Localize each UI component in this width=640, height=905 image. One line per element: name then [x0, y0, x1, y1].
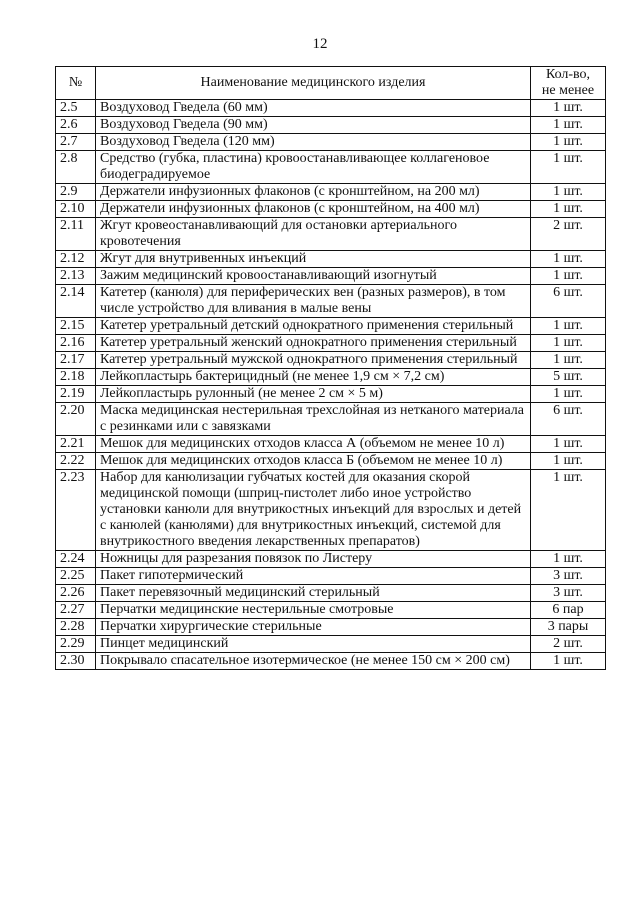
item-number: 2.21	[56, 436, 96, 453]
item-name: Мешок для медицинских отходов класса А (объемом не менее 10 л)	[96, 436, 531, 453]
table-header-row	[56, 67, 606, 100]
table-row	[56, 653, 606, 670]
table-row	[56, 403, 606, 436]
item-number: 2.28	[56, 619, 96, 636]
item-quantity: 3 пары	[531, 619, 606, 636]
item-name: Жгут кровеостанавливающий для остановки артериального кровотечения	[96, 218, 531, 251]
table-row	[56, 218, 606, 251]
table-row	[56, 470, 606, 551]
item-name: Катетер уретральный женский однократного применения стерильный	[96, 335, 531, 352]
table-row	[56, 585, 606, 602]
item-number: 2.11	[56, 218, 96, 251]
item-quantity: 1 шт.	[531, 386, 606, 403]
header-name: Наименование медицинского изделия	[96, 67, 531, 100]
item-name: Набор для канюлизации губчатых костей для оказания скорой медицинской помощи (шприц-пистолет либо иное устройство установки канюли для внутрикостных инъекций для взрослых и детей с канюлей (канюлями) для внутрикостных инъекций, системой для внутрикостного введения лекарственных препаратов)	[96, 470, 531, 551]
item-number: 2.24	[56, 551, 96, 568]
table-row	[56, 551, 606, 568]
item-name: Катетер (канюля) для периферических вен (разных размеров), в том числе устройство для вливания в малые вены	[96, 285, 531, 318]
item-name: Пакет гипотермический	[96, 568, 531, 585]
item-quantity: 6 пар	[531, 602, 606, 619]
item-quantity: 3 шт.	[531, 585, 606, 602]
item-quantity: 1 шт.	[531, 117, 606, 134]
header-num: №	[56, 67, 96, 100]
item-quantity: 1 шт.	[531, 318, 606, 335]
table-row	[56, 117, 606, 134]
table-row	[56, 619, 606, 636]
item-number: 2.12	[56, 251, 96, 268]
item-number: 2.13	[56, 268, 96, 285]
item-name: Катетер уретральный детский однократного применения стерильный	[96, 318, 531, 335]
item-quantity: 1 шт.	[531, 335, 606, 352]
item-name: Зажим медицинский кровоостанавливающий изогнутый	[96, 268, 531, 285]
table-row	[56, 602, 606, 619]
item-quantity: 1 шт.	[531, 551, 606, 568]
item-quantity: 1 шт.	[531, 151, 606, 184]
item-name: Покрывало спасательное изотермическое (не менее 150 см × 200 см)	[96, 653, 531, 670]
item-number: 2.7	[56, 134, 96, 151]
item-name: Воздуховод Гведела (90 мм)	[96, 117, 531, 134]
medical-items-table	[55, 66, 606, 670]
item-name: Лейкопластырь бактерицидный (не менее 1,9 см × 7,2 см)	[96, 369, 531, 386]
header-qty-line1: Кол-во,	[545, 67, 591, 82]
header-qty	[531, 67, 606, 100]
item-quantity: 1 шт.	[531, 453, 606, 470]
item-name: Воздуховод Гведела (60 мм)	[96, 100, 531, 117]
item-number: 2.9	[56, 184, 96, 201]
item-number: 2.23	[56, 470, 96, 551]
item-name: Перчатки хирургические стерильные	[96, 619, 531, 636]
item-number: 2.29	[56, 636, 96, 653]
item-name: Пакет перевязочный медицинский стерильный	[96, 585, 531, 602]
table-row	[56, 251, 606, 268]
item-number: 2.14	[56, 285, 96, 318]
table-row	[56, 335, 606, 352]
item-quantity: 1 шт.	[531, 100, 606, 117]
item-quantity: 1 шт.	[531, 352, 606, 369]
item-name: Катетер уретральный мужской однократного применения стерильный	[96, 352, 531, 369]
item-quantity: 1 шт.	[531, 436, 606, 453]
item-name: Ножницы для разрезания повязок по Листеру	[96, 551, 531, 568]
table-row	[56, 100, 606, 117]
item-number: 2.6	[56, 117, 96, 134]
item-number: 2.10	[56, 201, 96, 218]
item-number: 2.30	[56, 653, 96, 670]
item-name: Средство (губка, пластина) кровоостанавливающее коллагеновое биодеградируемое	[96, 151, 531, 184]
item-name: Мешок для медицинских отходов класса Б (объемом не менее 10 л)	[96, 453, 531, 470]
item-number: 2.19	[56, 386, 96, 403]
item-number: 2.20	[56, 403, 96, 436]
page-number: 12	[312, 36, 328, 52]
item-quantity: 5 шт.	[531, 369, 606, 386]
item-name: Маска медицинская нестерильная трехслойная из нетканого материала с резинками или с завязками	[96, 403, 531, 436]
item-name: Воздуховод Гведела (120 мм)	[96, 134, 531, 151]
table-row	[56, 369, 606, 386]
table-row	[56, 134, 606, 151]
item-quantity: 2 шт.	[531, 636, 606, 653]
item-name: Держатели инфузионных флаконов (с кронштейном, на 200 мл)	[96, 184, 531, 201]
item-quantity: 1 шт.	[531, 470, 606, 551]
item-name: Пинцет медицинский	[96, 636, 531, 653]
item-number: 2.22	[56, 453, 96, 470]
item-quantity: 6 шт.	[531, 403, 606, 436]
table-row	[56, 453, 606, 470]
table-row	[56, 318, 606, 335]
item-quantity: 1 шт.	[531, 653, 606, 670]
table-row	[56, 568, 606, 585]
item-quantity: 6 шт.	[531, 285, 606, 318]
item-number: 2.5	[56, 100, 96, 117]
item-name: Перчатки медицинские нестерильные смотровые	[96, 602, 531, 619]
table-row	[56, 201, 606, 218]
item-quantity: 1 шт.	[531, 134, 606, 151]
item-number: 2.26	[56, 585, 96, 602]
table-row	[56, 386, 606, 403]
table-row	[56, 352, 606, 369]
item-name: Лейкопластырь рулонный (не менее 2 см × 5 м)	[96, 386, 531, 403]
item-number: 2.8	[56, 151, 96, 184]
item-number: 2.16	[56, 335, 96, 352]
table-row	[56, 268, 606, 285]
item-quantity: 1 шт.	[531, 268, 606, 285]
item-number: 2.15	[56, 318, 96, 335]
item-quantity: 1 шт.	[531, 201, 606, 218]
table-row	[56, 151, 606, 184]
item-name: Держатели инфузионных флаконов (с кронштейном, на 400 мл)	[96, 201, 531, 218]
header-qty-line2: не менее	[541, 83, 595, 98]
item-number: 2.27	[56, 602, 96, 619]
table-row	[56, 184, 606, 201]
item-quantity: 1 шт.	[531, 251, 606, 268]
item-quantity: 3 шт.	[531, 568, 606, 585]
item-quantity: 1 шт.	[531, 184, 606, 201]
table-row	[56, 285, 606, 318]
item-name: Жгут для внутривенных инъекций	[96, 251, 531, 268]
item-quantity: 2 шт.	[531, 218, 606, 251]
item-number: 2.17	[56, 352, 96, 369]
table-row	[56, 436, 606, 453]
item-number: 2.18	[56, 369, 96, 386]
item-number: 2.25	[56, 568, 96, 585]
table-row	[56, 636, 606, 653]
